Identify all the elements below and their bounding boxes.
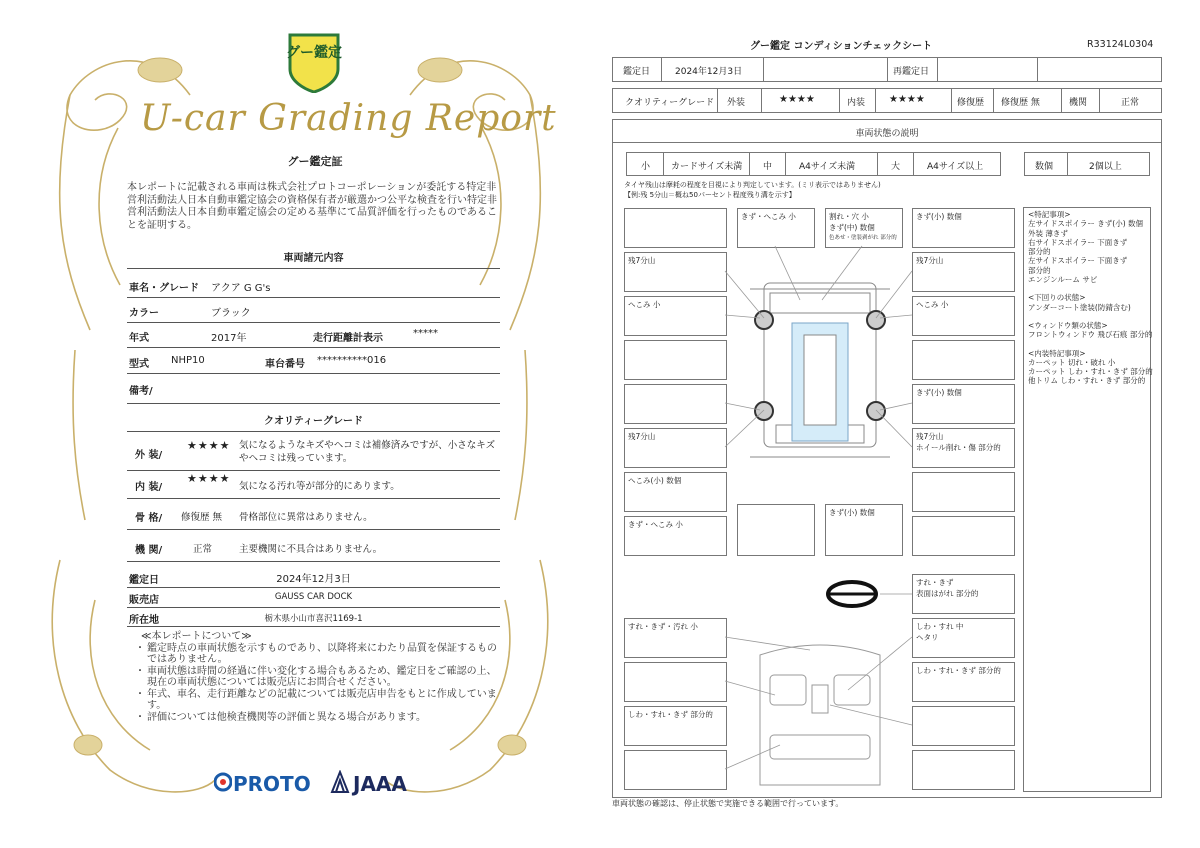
condition-box-rl-dent: へこみ(小) 数個 [624,472,727,512]
condition-box-rear: きず(小) 数個 [825,504,903,556]
script-title: U-car Grading Report [140,98,557,139]
int-stars: ★★★★ [889,94,925,105]
address-value: 栃木県小山市喜沢1169-1 [264,614,363,624]
chassis-value: **********016 [317,355,387,366]
tire-note-1: タイヤ残山は摩耗の程度を目視により判定しています。(ミリ表示ではありません) [624,181,881,189]
condition-box-int-r2: しわ・すれ・きず 部分的 [912,662,1015,702]
condition-box-dent-r: へこみ 小 [912,296,1015,336]
engine-label: 機 関/ [135,545,163,556]
spec-title: 車両諸元内容 [283,253,344,264]
quality-row-engine [127,535,500,562]
remarks-label: 備考/ [129,386,153,397]
condition-box-tire-rr: 残7分山 ホイール削れ・傷 部分的 [912,428,1015,468]
condition-box-tire-rl: 残7分山 [624,428,727,468]
certificate-title: グー鑑定証 [287,155,343,168]
note-item: ・ 評価については他検査機関等の評価と異なる場合があります。 [135,711,426,723]
year-value: 2017年 [211,333,247,344]
tire-note-2: 【例:残 5分山＝概ね50パーセント程度残り溝を示す】 [624,191,796,199]
condition-box-tire-fr: 残7分山 [912,252,1015,292]
logo-text: グー鑑定 [286,45,342,61]
ext-stars: ★★★★ [779,94,815,105]
quality-row-exterior [127,436,500,471]
color-label: カラー [129,308,159,319]
condition-box-int-l1: すれ・きず・汚れ 小 [624,618,727,658]
quality-label: クオリティーグレード [625,98,715,108]
frame-value: 修復歴 無 [181,512,223,523]
quality-divider [127,431,500,432]
date-value: 2024年12月3日 [276,574,351,585]
doc-id: R33124L0304 [1087,39,1154,50]
address-row [127,608,500,627]
mileage-label: 走行距離計表示 [313,333,383,344]
dealer-value: GAUSS CAR DOCK [274,592,353,602]
spec-row-model [127,351,500,374]
interior-label: 内 装/ [135,482,163,493]
condition-box-windshield: 割れ・穴 小 きず(中) 数個 色あせ・塗装剥がれ 部分的 [825,208,903,248]
report-notes [135,631,500,723]
proto-logo-icon [214,771,232,795]
note-item: ・ 鑑定時点の車両状態を示すものであり、以降将来にわたり品質を保証するものではありません。 [135,642,497,665]
condition-box-int-r1: しわ・すれ 中 ヘタリ [912,618,1015,658]
size-large-desc: A4サイズ以上 [927,162,984,172]
jaaa-logo-icon [330,770,350,794]
address-label: 所在地 [129,615,159,626]
engine-label: 機関 [1069,98,1088,108]
explain-title: 車両状態の説明 [855,129,919,139]
year-label: 年式 [129,333,149,344]
quality-row-interior [127,472,500,499]
engine-value: 正常 [1121,98,1140,108]
engine-text: 主要機関に不具合はありません。 [239,544,383,555]
condition-box-fl-2: きず・へこみ 小 [737,208,815,248]
count-label: 数個 [1035,162,1054,172]
quality-title: クオリティーグレード [264,416,363,427]
size-small-desc: カードサイズ未満 [671,162,743,172]
goo-kantei-logo [286,31,342,93]
repair-value: 修復歴 無 [1001,98,1040,108]
condition-box-rl-bottom: きず・へこみ 小 [624,516,727,556]
exterior-text: 気になるようなキズやヘコミは補修済みですが、小さなキズやヘコミは残っています。 [239,440,496,464]
note-item: ・ 車両状態は時間の経過に伴い変化する場合もあるため、鑑定日をご確認の上、現在の車両状態については販売店にお問合せください。 [135,665,497,688]
color-value: ブラック [211,308,251,319]
condition-box-tire-fl: 残7分山 [624,252,727,292]
note-item: ・ 年式、車名、走行距離などの記載については販売店申告をもとに作成しています。 [135,688,497,711]
int-label: 内装 [847,98,866,108]
name-label: 車名・グレード [129,283,199,294]
spec-row-color [127,300,500,323]
name-value: アクア G G's [211,283,271,294]
count-desc: 2個以上 [1089,162,1122,172]
date-value: 2024年12月3日 [675,67,743,77]
chassis-label: 車台番号 [265,359,305,370]
notes-title: ≪本レポートについて≫ [141,631,252,642]
condition-box-steering: すれ・きず 表面はがれ 部分的 [912,574,1015,614]
condition-box-r-mid-2: きず(小) 数個 [912,384,1015,424]
special-notes [1023,207,1151,792]
spec-divider [127,268,500,269]
special-notes-text: <特記事項> 左サイドスポイラー きず(小) 数個 外装 薄きず 右サイドスポイラー 下面きず 部分的 左サイドスポイラー 下面きず 部分的 エンジンルーム サビ <下回りの状態> アンダーコート塗装(防錆含む) <ウィンドウ類の状態> フロントウィンドウ 飛び石痕 部分的 <内装特記事項> カーペット 切れ・破れ 小 カーペット しわ・すれ・きず 部分的 他トリム しわ・すれ・きず 部分的 [1028,210,1153,386]
sheet-title: グー鑑定 コンディションチェックシート [750,41,933,52]
date-label: 鑑定日 [129,575,159,586]
recheck-label: 再鑑定日 [893,67,930,77]
dealer-row [127,588,500,608]
jaaa-brand: JAAA [353,772,407,796]
proto-brand: PROTO [233,772,311,796]
condition-box-int-l3: しわ・すれ・きず 部分的 [624,706,727,746]
sheet-footer: 車両状態の確認は、停止状態で実施できる範囲で行っています。 [612,799,844,808]
frame-text: 骨格部位に異常はありません。 [239,512,373,523]
exterior-stars: ★★★★ [187,439,231,452]
mileage-value: ***** [413,328,438,339]
size-medium: 中 [763,162,773,172]
ext-label: 外装 [727,98,746,108]
quality-row-frame [127,503,500,530]
condition-check-sheet [600,0,1200,848]
exterior-label: 外 装/ [135,450,163,461]
spec-row-name [127,275,500,298]
certificate-intro: 本レポートに記載される車両は株式会社プロトコーポレーションが委託する特定非営利活動法人日本自動車鑑定協会の資格保有者が厳選かつ公平な検査を行い特定非営利活動法人日本自動車鑑定協会の定める基準にて品質評価を行ったものであることを証明する。 [127,182,497,231]
condition-box-dent-l: へこみ 小 [624,296,727,336]
interior-text: 気になる汚れ等が部分的にあります。 [239,481,400,492]
spec-row-remarks [127,377,500,404]
interior-stars: ★★★★ [187,472,231,485]
model-label: 型式 [129,359,149,370]
size-small: 小 [641,162,651,172]
condition-box-fr-1: きず(小) 数個 [912,208,1015,248]
size-medium-desc: A4サイズ未満 [799,162,856,172]
date-label: 鑑定日 [623,67,651,77]
frame-label: 骨 格/ [135,513,163,524]
appraisal-date-row [127,567,500,588]
dealer-label: 販売店 [129,595,159,606]
engine-value: 正常 [193,544,213,555]
repair-label: 修復歴 [957,98,985,108]
model-value: NHP10 [171,355,205,366]
size-large: 大 [891,162,901,172]
spec-row-year [127,325,500,348]
